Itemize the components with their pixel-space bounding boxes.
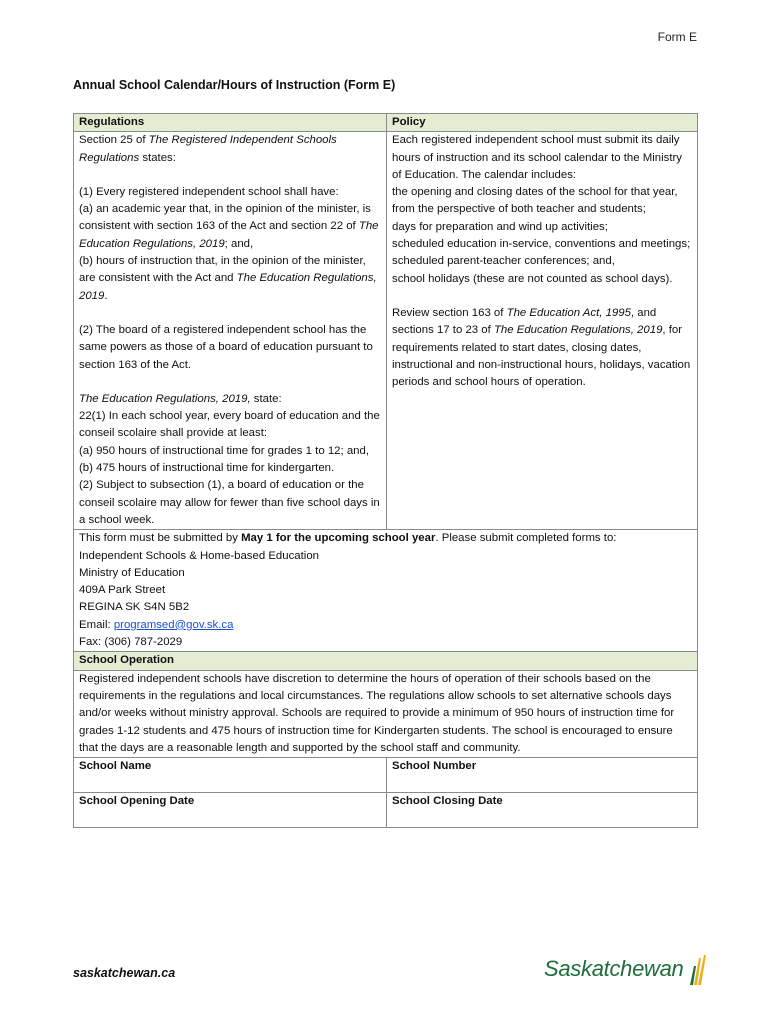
email-link[interactable]: programsed@gov.sk.ca [113, 618, 234, 631]
policy-list-item: school holidays (these are not counted as school days). [392, 272, 673, 285]
section-22-1: 22(1) In each school year, every board of education and the conseil scolaire shall provide at least: [79, 410, 380, 440]
form-label: Form E [657, 30, 697, 44]
submission-cell [74, 530, 698, 652]
policy-list-item: scheduled parent-teacher conferences; and, [392, 255, 615, 268]
footer-url[interactable]: saskatchewan.ca [73, 966, 176, 980]
policy-intro: Each registered independent school must submit its daily hours of instruction and its school calendar to the Ministry of Education. The calendar includes: [392, 134, 682, 181]
address-city: REGINA SK S4N 5B2 [79, 601, 190, 614]
opening-date-field[interactable]: School Opening Date [74, 793, 387, 828]
operation-body: Registered independent schools have discretion to determine the hours of operation of their schools based on the requirements in the regulations and local circumstances. The regulations allow schools to set alternative schools days and/or weeks without ministry approval. Schools are required to provide a minimum of 950 hours of instruction time for grades 1-12 students and 475 hours of instruction time for Kindergarten students. The school is encouraged to ensure that the days are a reasonable length and supported by the school staff and community. [74, 670, 698, 757]
form-table [73, 113, 698, 828]
page-title: Annual School Calendar/Hours of Instruction (Form E) [73, 78, 396, 92]
policy-cell [387, 132, 698, 530]
regulations-heading: Regulations [74, 114, 387, 132]
operation-heading: School Operation [74, 652, 698, 670]
regulation-item-1a: (a) an academic year that, in the opinion of the minister, is consistent with section 163 of the Act and section 22 of The Education Regulations, 2019; and, [79, 203, 379, 250]
fax-line: Fax: (306) 787-2029 [79, 636, 183, 649]
school-name-field[interactable]: School Name [74, 758, 387, 793]
school-number-field[interactable]: School Number [387, 758, 698, 793]
saskatchewan-logo [540, 950, 710, 990]
section-22-2: (2) Subject to subsection (1), a board of education or the conseil scolaire may allow for fewer than five school days in a school week. [79, 479, 380, 526]
email-label: Email: [79, 618, 114, 631]
policy-list-item: days for preparation and wind up activities; [392, 220, 608, 233]
regulation-item-2: (2) The board of a registered independent school has the same powers as those of a board of education pursuant to section 163 of the Act. [79, 323, 373, 371]
wheat-sheaf-icon [688, 952, 710, 986]
email-line [79, 617, 692, 634]
policy-heading: Policy [387, 114, 698, 132]
policy-review: Review section 163 of The Education Act, 1995, and sections 17 to 23 of The Education Regulations, 2019, for requirements related to start dates, closing dates, instructional and non-instructional hours, holidays, vacation periods and school hours of operation. [392, 306, 691, 389]
regulations-intro: Section 25 of The Registered Independent Schools Regulations states: [79, 134, 337, 164]
regulation-item-1: (1) Every registered independent school shall have: [79, 185, 339, 198]
closing-date-field[interactable]: School Closing Date [387, 793, 698, 828]
edreg-intro: The Education Regulations, 2019, state: [79, 392, 282, 405]
regulations-cell [74, 132, 387, 530]
submission-deadline: This form must be submitted by May 1 for the upcoming school year. Please submit completed forms to: [79, 532, 617, 545]
address-ministry: Ministry of Education [79, 566, 185, 579]
address-street: 409A Park Street [79, 584, 166, 597]
policy-list-item: the opening and closing dates of the school for that year, from the perspective of both teacher and students; [392, 186, 678, 216]
section-22-1a: (a) 950 hours of instructional time for grades 1 to 12; and, [79, 444, 369, 457]
policy-list-item: scheduled education in-service, conventions and meetings; [392, 238, 691, 251]
logo-wordmark: Saskatchewan [544, 956, 684, 981]
regulation-item-1b: (b) hours of instruction that, in the opinion of the minister, are consistent with the Act and The Education Regulations, 2019. [79, 255, 377, 302]
address-org: Independent Schools & Home-based Education [79, 549, 319, 562]
section-22-1b: (b) 475 hours of instructional time for kindergarten. [79, 462, 335, 475]
